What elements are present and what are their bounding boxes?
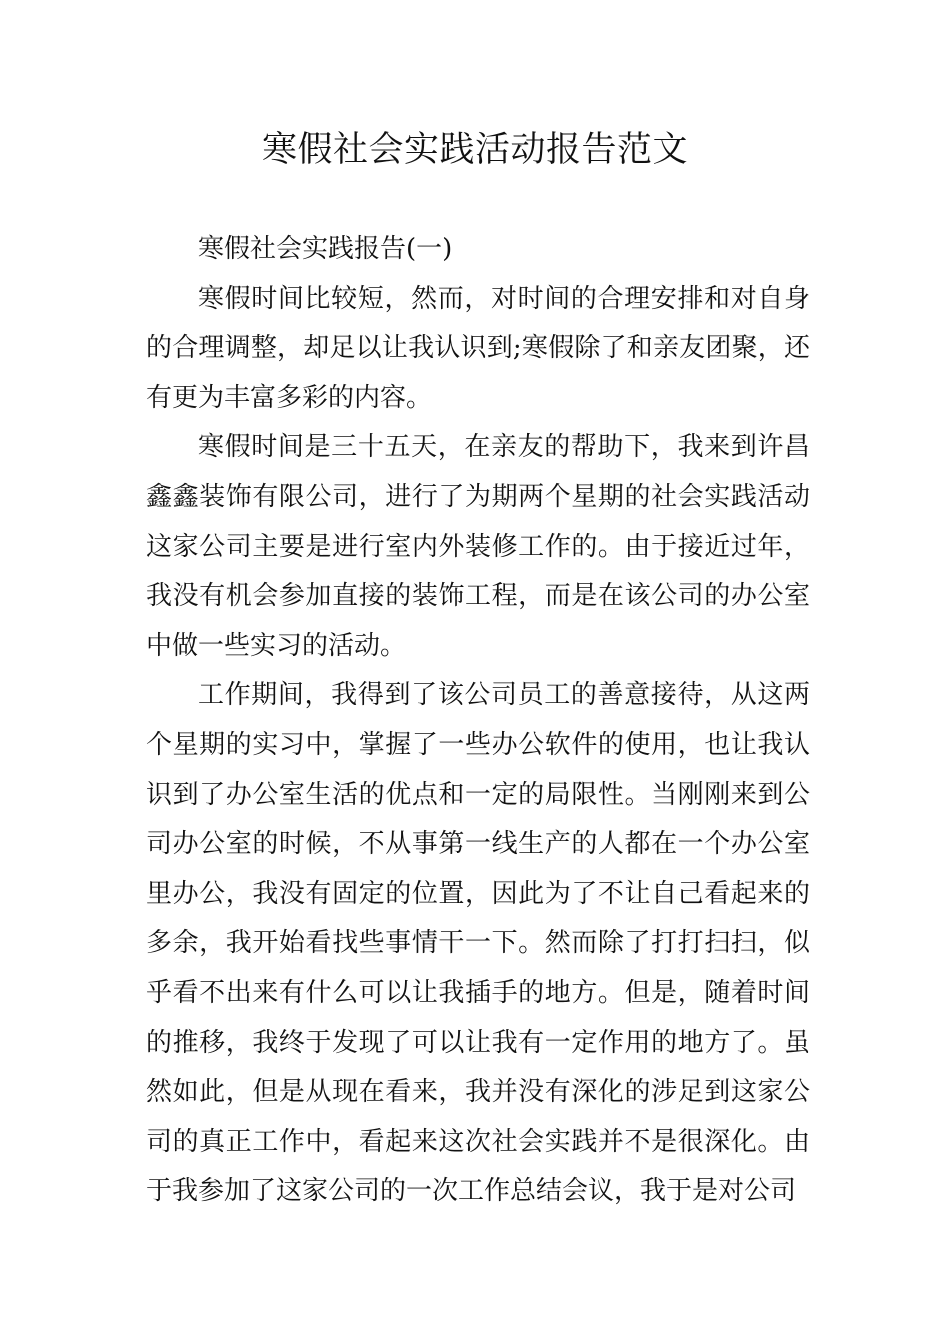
- section-heading: 寒假社会实践报告(一): [198, 234, 453, 264]
- paragraph-2: 寒假时间是三十五天，在亲友的帮助下，我来到许昌鑫鑫装饰有限公司，进行了为期两个星期的社会实践活动这家公司主要是进行室内外装修工作的。由于接近过年，我没有机会参加直接的装饰工程，而是在该公司的办公室中做一些实习的活动。: [146, 432, 810, 661]
- paragraph-1: 寒假时间比较短，然而，对时间的合理安排和对自身的合理调整，却足以让我认识到;寒假除了和亲友团聚，还有更为丰富多彩的内容。: [146, 283, 810, 413]
- document-body: [146, 225, 810, 1217]
- document-title: 寒假社会实践活动报告范文: [261, 130, 688, 170]
- paragraph-3: 工作期间，我得到了该公司员工的善意接待，从这两个星期的实习中，掌握了一些办公软件的使用，也让我认识到了办公室生活的优点和一定的局限性。当刚刚来到公司办公室的时候，不从事第一线生产的人都在一个办公室里办公，我没有固定的位置，因此为了不让自己看起来的多余，我开始看找些事情干一下。然而除了打打扫扫，似乎看不出来有什么可以让我插手的地方。但是，随着时间的推移，我终于发现了可以让我有一定作用的地方了。虽然如此，但是从现在看来，我并没有深化的涉足到这家公司的真正工作中，看起来这次社会实践并不是很深化。由于我参加了这家公司的一次工作总结会议，我于是对公司: [146, 680, 810, 1207]
